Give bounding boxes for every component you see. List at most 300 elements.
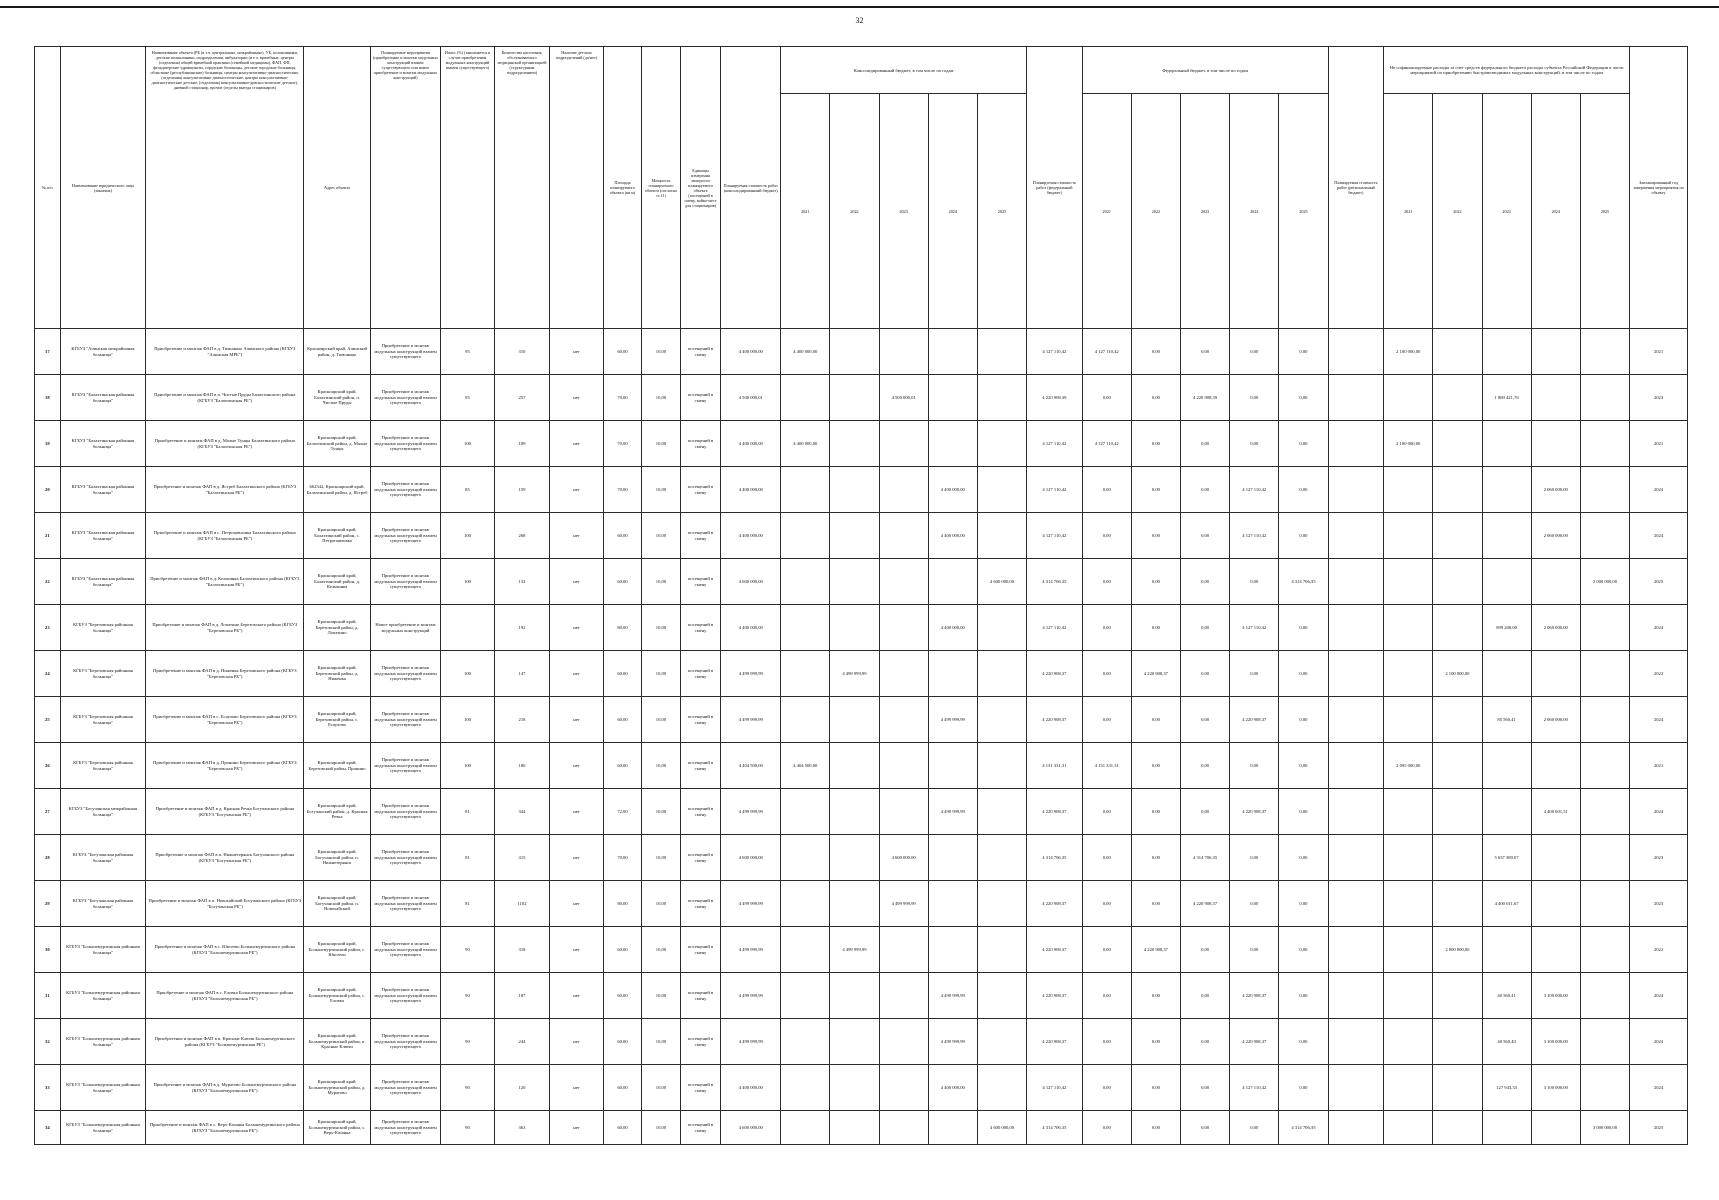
object-area: 60,00 — [603, 1065, 641, 1111]
completion-year: 2021 — [1630, 329, 1688, 375]
cost-regional — [1328, 329, 1384, 375]
regional-year-value — [1433, 605, 1482, 651]
federal-year-value: 0,00 — [1279, 881, 1328, 927]
cost-regional — [1328, 927, 1384, 973]
regional-year-value — [1482, 1111, 1531, 1145]
federal-year-value: 0,00 — [1230, 559, 1279, 605]
children-units: нет — [550, 789, 603, 835]
population-served: 310 — [494, 329, 550, 375]
federal-year-value: 4 127 110,42 — [1082, 421, 1131, 467]
regional-year-value: 2 100 000,00 — [1433, 651, 1482, 697]
federal-year-value: 4 220 908,37 — [1131, 927, 1180, 973]
object-name: Приобретение и монтаж ФАП в д. Лопатино Березовского района (КГБУЗ "Березовская РБ") — [146, 605, 304, 651]
cost-regional — [1328, 973, 1384, 1019]
federal-year-value: 4 127 110,42 — [1230, 605, 1279, 651]
regional-year-value: 2 060 000,00 — [1531, 605, 1580, 651]
consolidated-year-value — [977, 881, 1026, 927]
regional-year-value: 40 560,41 — [1482, 973, 1531, 1019]
consolidated-year-value — [830, 789, 879, 835]
federal-year-value: 0,00 — [1082, 927, 1131, 973]
completion-year: 2022 — [1630, 927, 1688, 973]
federal-year-value: 0,00 — [1279, 835, 1328, 881]
regional-year-value — [1531, 421, 1580, 467]
row-number: 25 — [35, 697, 61, 743]
consolidated-year-value — [879, 421, 928, 467]
header-year: 2021 — [1082, 94, 1131, 329]
federal-year-value: 0,00 — [1082, 559, 1131, 605]
wear-percent: 90 — [441, 1019, 494, 1065]
federal-year-value: 0,00 — [1279, 421, 1328, 467]
completion-year: 2024 — [1630, 1019, 1688, 1065]
object-address: 662342, Красноярский край, Балахтинский район, д. Ястреб — [304, 467, 370, 513]
consolidated-year-value — [781, 881, 830, 927]
consolidated-year-value — [928, 651, 977, 697]
table-header — [35, 47, 1688, 329]
object-address: Красноярский край, Балахтинский район, д. Кельчинка — [304, 559, 370, 605]
federal-year-value: 0,00 — [1279, 467, 1328, 513]
regional-year-value — [1580, 973, 1629, 1019]
consolidated-year-value — [879, 467, 928, 513]
regional-year-value — [1384, 605, 1433, 651]
capacity-unit: посещений в смену — [680, 559, 721, 605]
row-number: 34 — [35, 1111, 61, 1145]
federal-year-value: 0,00 — [1230, 329, 1279, 375]
cost-consolidated: 4 600 000,00 — [721, 835, 781, 881]
planned-measure: Приобретение и монтаж модульных конструкций взамен существующего — [370, 927, 441, 973]
children-units: нет — [550, 421, 603, 467]
regional-year-value — [1580, 835, 1629, 881]
header-year: 2023 — [1482, 94, 1531, 329]
header-address: Адрес объекта — [304, 47, 370, 329]
planned-measure: Приобретение и монтаж модульных конструкций взамен существующего — [370, 1019, 441, 1065]
wear-percent: 90 — [441, 1111, 494, 1145]
regional-year-value — [1580, 605, 1629, 651]
cost-consolidated: 4 600 000,00 — [721, 1111, 781, 1145]
table-row — [35, 605, 1688, 651]
row-number: 32 — [35, 1019, 61, 1065]
object-capacity: 10,00 — [642, 697, 680, 743]
consolidated-year-value: 4 400 000,00 — [781, 421, 830, 467]
population-served: 132 — [494, 559, 550, 605]
regional-year-value — [1384, 881, 1433, 927]
federal-year-value: 0,00 — [1082, 467, 1131, 513]
cost-consolidated: 4 400 000,00 — [721, 605, 781, 651]
cost-regional — [1328, 743, 1384, 789]
consolidated-year-value — [830, 605, 879, 651]
cost-federal: 4 314 706,35 — [1027, 559, 1083, 605]
regional-year-value — [1384, 789, 1433, 835]
capacity-unit: посещений в смену — [680, 605, 721, 651]
object-name: Приобретение и монтаж ФАП в с. Есаулово Березовского района (КГБУЗ "Березовская РБ") — [146, 697, 304, 743]
consolidated-year-value — [977, 697, 1026, 743]
planned-measure: Приобретение и монтаж модульных конструкций взамен существующего — [370, 375, 441, 421]
row-number: 19 — [35, 421, 61, 467]
population-served: 186 — [494, 743, 550, 789]
consolidated-year-value — [928, 927, 977, 973]
federal-year-value: 4 127 110,42 — [1230, 467, 1279, 513]
consolidated-year-value — [928, 835, 977, 881]
capacity-unit: посещений в смену — [680, 1065, 721, 1111]
cost-federal: 4 314 706,35 — [1027, 835, 1083, 881]
completion-year: 2024 — [1630, 789, 1688, 835]
population-served: 187 — [494, 973, 550, 1019]
program-table — [34, 46, 1688, 1145]
population-served: 257 — [494, 375, 550, 421]
population-served: 159 — [494, 467, 550, 513]
object-capacity: 10,00 — [642, 835, 680, 881]
capacity-unit: посещений в смену — [680, 973, 721, 1019]
capacity-unit: посещений в смену — [680, 375, 721, 421]
population-served: 318 — [494, 927, 550, 973]
consolidated-year-value — [781, 605, 830, 651]
regional-year-value: 3 000 000,00 — [1580, 1111, 1629, 1145]
federal-year-value: 0,00 — [1279, 605, 1328, 651]
federal-year-value: 0,00 — [1279, 789, 1328, 835]
children-units: нет — [550, 375, 603, 421]
header-year: 2022 — [1131, 94, 1180, 329]
population-served: 244 — [494, 1019, 550, 1065]
object-capacity: 10,00 — [642, 467, 680, 513]
regional-year-value — [1433, 467, 1482, 513]
consolidated-year-value — [830, 1111, 879, 1145]
regional-year-value — [1433, 559, 1482, 605]
completion-year: 2023 — [1630, 881, 1688, 927]
federal-year-value: 0,00 — [1279, 697, 1328, 743]
table-row — [35, 1065, 1688, 1111]
object-capacity: 10,00 — [642, 559, 680, 605]
organization-name: КГБУЗ "Богучанская районная больница" — [60, 835, 146, 881]
children-units: нет — [550, 1019, 603, 1065]
consolidated-year-value: 4 500 000,01 — [879, 375, 928, 421]
organization-name: КГБУЗ "Большемуртинская районная больница" — [60, 1111, 146, 1145]
capacity-unit: посещений в смену — [680, 1111, 721, 1145]
regional-year-value — [1580, 881, 1629, 927]
consolidated-year-value — [830, 559, 879, 605]
regional-year-value: 127 943,33 — [1482, 1065, 1531, 1111]
object-capacity: 10,00 — [642, 927, 680, 973]
cost-federal: 4 220 908,37 — [1027, 881, 1083, 927]
object-area: 70,00 — [603, 421, 641, 467]
table-row — [35, 881, 1688, 927]
object-address: Красноярский край, Ачинский район, д. Тимонино — [304, 329, 370, 375]
federal-year-value: 0,00 — [1131, 375, 1180, 421]
organization-name: КГБУЗ "Балахтинская районная больница" — [60, 421, 146, 467]
completion-year: 2024 — [1630, 513, 1688, 559]
consolidated-year-value — [781, 651, 830, 697]
cost-consolidated: 4 404 500,00 — [721, 743, 781, 789]
federal-year-value: 0,00 — [1181, 927, 1230, 973]
regional-year-value — [1580, 789, 1629, 835]
consolidated-year-value — [781, 697, 830, 743]
header-completion-year: Запланированный год завершения мероприятия по объекту — [1630, 47, 1688, 329]
cost-consolidated: 4 400 000,00 — [721, 329, 781, 375]
capacity-unit: посещений в смену — [680, 421, 721, 467]
federal-year-value: 0,00 — [1181, 697, 1230, 743]
table-row — [35, 559, 1688, 605]
consolidated-year-value — [879, 789, 928, 835]
cost-consolidated: 4 400 000,00 — [721, 513, 781, 559]
consolidated-year-value: 4 400 000,00 — [928, 1065, 977, 1111]
cost-regional — [1328, 421, 1384, 467]
organization-name: КГБУЗ "Богучанская межрайонная больница" — [60, 789, 146, 835]
header-year: 2024 — [1230, 94, 1279, 329]
organization-name: КГБУЗ "Большемуртинская районная больница" — [60, 973, 146, 1019]
consolidated-year-value — [928, 881, 977, 927]
federal-year-value: 0,00 — [1082, 605, 1131, 651]
children-units: нет — [550, 605, 603, 651]
row-number: 26 — [35, 743, 61, 789]
cost-regional — [1328, 789, 1384, 835]
federal-year-value: 0,00 — [1082, 973, 1131, 1019]
object-address: Красноярский край, Богучанский район, д. Красная Речка — [304, 789, 370, 835]
object-area: 60,00 — [603, 651, 641, 697]
completion-year: 2024 — [1630, 697, 1688, 743]
federal-year-value: 4 220 908,37 — [1230, 697, 1279, 743]
regional-year-value — [1482, 789, 1531, 835]
consolidated-year-value — [781, 1019, 830, 1065]
federal-year-value: 0,00 — [1279, 973, 1328, 1019]
children-units: нет — [550, 927, 603, 973]
federal-year-value: 0,00 — [1131, 605, 1180, 651]
regional-year-value — [1580, 1065, 1629, 1111]
row-number: 24 — [35, 651, 61, 697]
object-address: Красноярский край, Большемуртинский район, с. Юксеево — [304, 927, 370, 973]
federal-year-value: 0,00 — [1230, 1111, 1279, 1145]
regional-year-value — [1482, 329, 1531, 375]
consolidated-year-value — [781, 1111, 830, 1145]
consolidated-year-value — [977, 973, 1026, 1019]
regional-year-value — [1433, 1111, 1482, 1145]
federal-year-value: 0,00 — [1131, 559, 1180, 605]
cost-federal: 4 131 331,31 — [1027, 743, 1083, 789]
row-number: 30 — [35, 927, 61, 973]
completion-year: 2024 — [1630, 1065, 1688, 1111]
cost-regional — [1328, 651, 1384, 697]
consolidated-year-value: 4 499 999,99 — [830, 927, 879, 973]
object-name: Приобретение и монтаж ФАП в с. Еловка Большемуртинского района (КГБУЗ "Большемуртинская РБ") — [146, 973, 304, 1019]
header-year: 2025 — [977, 94, 1026, 329]
regional-year-value — [1384, 513, 1433, 559]
header-cost-regional: Планируемая стоимость работ (региональный бюджет) — [1328, 47, 1384, 329]
table-row — [35, 789, 1688, 835]
object-area: 60,00 — [603, 743, 641, 789]
cost-regional — [1328, 559, 1384, 605]
regional-year-value — [1531, 1111, 1580, 1145]
object-capacity: 10,00 — [642, 743, 680, 789]
regional-year-value — [1482, 421, 1531, 467]
federal-year-value: 0,00 — [1181, 651, 1230, 697]
regional-year-value — [1531, 743, 1580, 789]
object-capacity: 10,00 — [642, 789, 680, 835]
row-number: 20 — [35, 467, 61, 513]
capacity-unit: посещений в смену — [680, 329, 721, 375]
cost-regional — [1328, 513, 1384, 559]
cost-federal: 4 127 110,42 — [1027, 513, 1083, 559]
cost-regional — [1328, 1111, 1384, 1145]
planned-measure: Приобретение и монтаж модульных конструкций взамен существующего — [370, 697, 441, 743]
wear-percent — [441, 605, 494, 651]
regional-year-value — [1433, 513, 1482, 559]
regional-year-value — [1433, 973, 1482, 1019]
wear-percent: 100 — [441, 651, 494, 697]
consolidated-year-value — [928, 559, 977, 605]
object-name: Приобретение и монтаж ФАП в п. Красные Ключи Большемуртинского района (КГБУЗ "Большемуртинская РБ") — [146, 1019, 304, 1065]
consolidated-year-value — [928, 743, 977, 789]
federal-year-value: 0,00 — [1181, 743, 1230, 789]
completion-year: 2025 — [1630, 1111, 1688, 1145]
federal-year-value: 4 220 908,37 — [1230, 973, 1279, 1019]
header-group-consolidated: Консолидированный бюджет, в том числе по годам — [781, 47, 1027, 94]
consolidated-year-value: 4 404 500,00 — [781, 743, 830, 789]
regional-year-value — [1384, 559, 1433, 605]
federal-year-value: 0,00 — [1279, 1019, 1328, 1065]
federal-year-value: 0,00 — [1131, 973, 1180, 1019]
object-name: Приобретение и монтаж ФАП в с. Петропавловка Балахтинского района (КГБУЗ "Балахтинская РБ") — [146, 513, 304, 559]
cost-regional — [1328, 467, 1384, 513]
row-number: 18 — [35, 375, 61, 421]
consolidated-year-value — [977, 1019, 1026, 1065]
federal-year-value: 0,00 — [1181, 1111, 1230, 1145]
population-served: 218 — [494, 697, 550, 743]
population-served: 189 — [494, 421, 550, 467]
wear-percent: 95 — [441, 329, 494, 375]
cost-consolidated: 4 499 999,99 — [721, 1019, 781, 1065]
regional-year-value — [1433, 835, 1482, 881]
regional-year-value — [1482, 651, 1531, 697]
object-name: Приобретение и монтаж ФАП в д. Ястреб Балахтинского района (КГБУЗ "Балахтинская РБ") — [146, 467, 304, 513]
wear-percent: 90 — [441, 1065, 494, 1111]
federal-year-value: 0,00 — [1082, 1111, 1131, 1145]
header-area: Площадь планируемого объекта (кв.м) — [603, 47, 641, 329]
object-capacity: 10,00 — [642, 651, 680, 697]
cost-regional — [1328, 881, 1384, 927]
consolidated-year-value — [977, 605, 1026, 651]
completion-year: 2021 — [1630, 421, 1688, 467]
federal-year-value: 0,00 — [1131, 881, 1180, 927]
object-capacity: 10,00 — [642, 1111, 680, 1145]
cost-consolidated: 4 400 000,00 — [721, 1065, 781, 1111]
object-capacity: 10,00 — [642, 973, 680, 1019]
population-served: 147 — [494, 651, 550, 697]
object-address: Красноярский край, Большемуртинский район, с. Еловка — [304, 973, 370, 1019]
object-area: 80,00 — [603, 605, 641, 651]
federal-year-value: 0,00 — [1082, 375, 1131, 421]
organization-name: КГБУЗ "Большемуртинская районная больница" — [60, 927, 146, 973]
wear-percent: 90 — [441, 973, 494, 1019]
planned-measure: Приобретение и монтаж модульных конструкций взамен существующего — [370, 835, 441, 881]
consolidated-year-value — [781, 513, 830, 559]
capacity-unit: посещений в смену — [680, 651, 721, 697]
consolidated-year-value — [977, 375, 1026, 421]
top-rule — [0, 6, 1719, 8]
consolidated-year-value — [879, 697, 928, 743]
consolidated-year-value — [928, 421, 977, 467]
header-organization: Наименование юридического лица (заказчик) — [60, 47, 146, 329]
regional-year-value — [1580, 467, 1629, 513]
capacity-unit: посещений в смену — [680, 743, 721, 789]
consolidated-year-value — [977, 329, 1026, 375]
population-served: 268 — [494, 513, 550, 559]
regional-year-value — [1433, 881, 1482, 927]
organization-name: КГБУЗ "Большемуртинская районная больница" — [60, 1019, 146, 1065]
row-number: 29 — [35, 881, 61, 927]
organization-name: КГБУЗ "Большемуртинская районная больница" — [60, 1065, 146, 1111]
regional-year-value — [1433, 789, 1482, 835]
consolidated-year-value: 4 600 000,00 — [879, 835, 928, 881]
regional-year-value — [1384, 835, 1433, 881]
children-units: нет — [550, 743, 603, 789]
federal-year-value: 0,00 — [1181, 329, 1230, 375]
consolidated-year-value — [830, 467, 879, 513]
wear-percent: 100 — [441, 697, 494, 743]
regional-year-value — [1531, 559, 1580, 605]
regional-year-value — [1580, 697, 1629, 743]
table-row — [35, 743, 1688, 789]
regional-year-value — [1482, 467, 1531, 513]
federal-year-value: 0,00 — [1230, 651, 1279, 697]
row-number: 21 — [35, 513, 61, 559]
consolidated-year-value — [879, 513, 928, 559]
federal-year-value: 4 127 110,42 — [1230, 1065, 1279, 1111]
consolidated-year-value — [879, 1065, 928, 1111]
regional-year-value: 2 060 000,00 — [1531, 513, 1580, 559]
regional-year-value — [1580, 329, 1629, 375]
regional-year-value: 85 560,41 — [1482, 697, 1531, 743]
federal-year-value: 0,00 — [1131, 743, 1180, 789]
organization-name: КГБУЗ "Березовская районная больница" — [60, 697, 146, 743]
cost-federal: 4 127 110,42 — [1027, 467, 1083, 513]
children-units: нет — [550, 1065, 603, 1111]
consolidated-year-value — [830, 697, 879, 743]
object-capacity: 10,00 — [642, 421, 680, 467]
table-row — [35, 1019, 1688, 1065]
federal-year-value: 0,00 — [1279, 329, 1328, 375]
regional-year-value — [1433, 329, 1482, 375]
table-row — [35, 973, 1688, 1019]
capacity-unit: посещений в смену — [680, 835, 721, 881]
consolidated-year-value — [830, 835, 879, 881]
consolidated-year-value — [928, 329, 977, 375]
object-name: Приобретение и монтаж ФАП в д. Муратово Большемуртинского района (КГБУЗ "Большемуртинская РБ") — [146, 1065, 304, 1111]
object-address: Красноярский край, Березовский район, Пронино — [304, 743, 370, 789]
regional-year-value — [1482, 743, 1531, 789]
row-number: 27 — [35, 789, 61, 835]
consolidated-year-value — [879, 1111, 928, 1145]
consolidated-year-value — [977, 835, 1026, 881]
cost-regional — [1328, 697, 1384, 743]
header-year: 2022 — [1433, 94, 1482, 329]
federal-year-value: 0,00 — [1181, 789, 1230, 835]
planned-measure: Приобретение и монтаж модульных конструкций взамен существующего — [370, 421, 441, 467]
consolidated-year-value — [977, 467, 1026, 513]
planned-measure: Приобретение и монтаж модульных конструкций взамен существующего — [370, 789, 441, 835]
header-year: 2023 — [879, 94, 928, 329]
table-row — [35, 651, 1688, 697]
cost-consolidated: 4 499 999,99 — [721, 651, 781, 697]
regional-year-value — [1580, 743, 1629, 789]
federal-year-value: 0,00 — [1082, 1019, 1131, 1065]
regional-year-value: 5 637 380,07 — [1482, 835, 1531, 881]
object-name: Приобретение и монтаж ФАП в д. Пронино Березовского района (КГБУЗ "Березовская РБ") — [146, 743, 304, 789]
consolidated-year-value: 4 499 999,99 — [928, 1019, 977, 1065]
table-body — [35, 329, 1688, 1145]
consolidated-year-value: 4 499 999,99 — [928, 973, 977, 1019]
federal-year-value: 0,00 — [1279, 743, 1328, 789]
consolidated-year-value — [781, 467, 830, 513]
object-name: Приобретение и монтаж ФАП в д. Ниженка Березовского района (КГБУЗ "Березовская РБ") — [146, 651, 304, 697]
wear-percent: 100 — [441, 513, 494, 559]
federal-year-value: 0,00 — [1279, 375, 1328, 421]
